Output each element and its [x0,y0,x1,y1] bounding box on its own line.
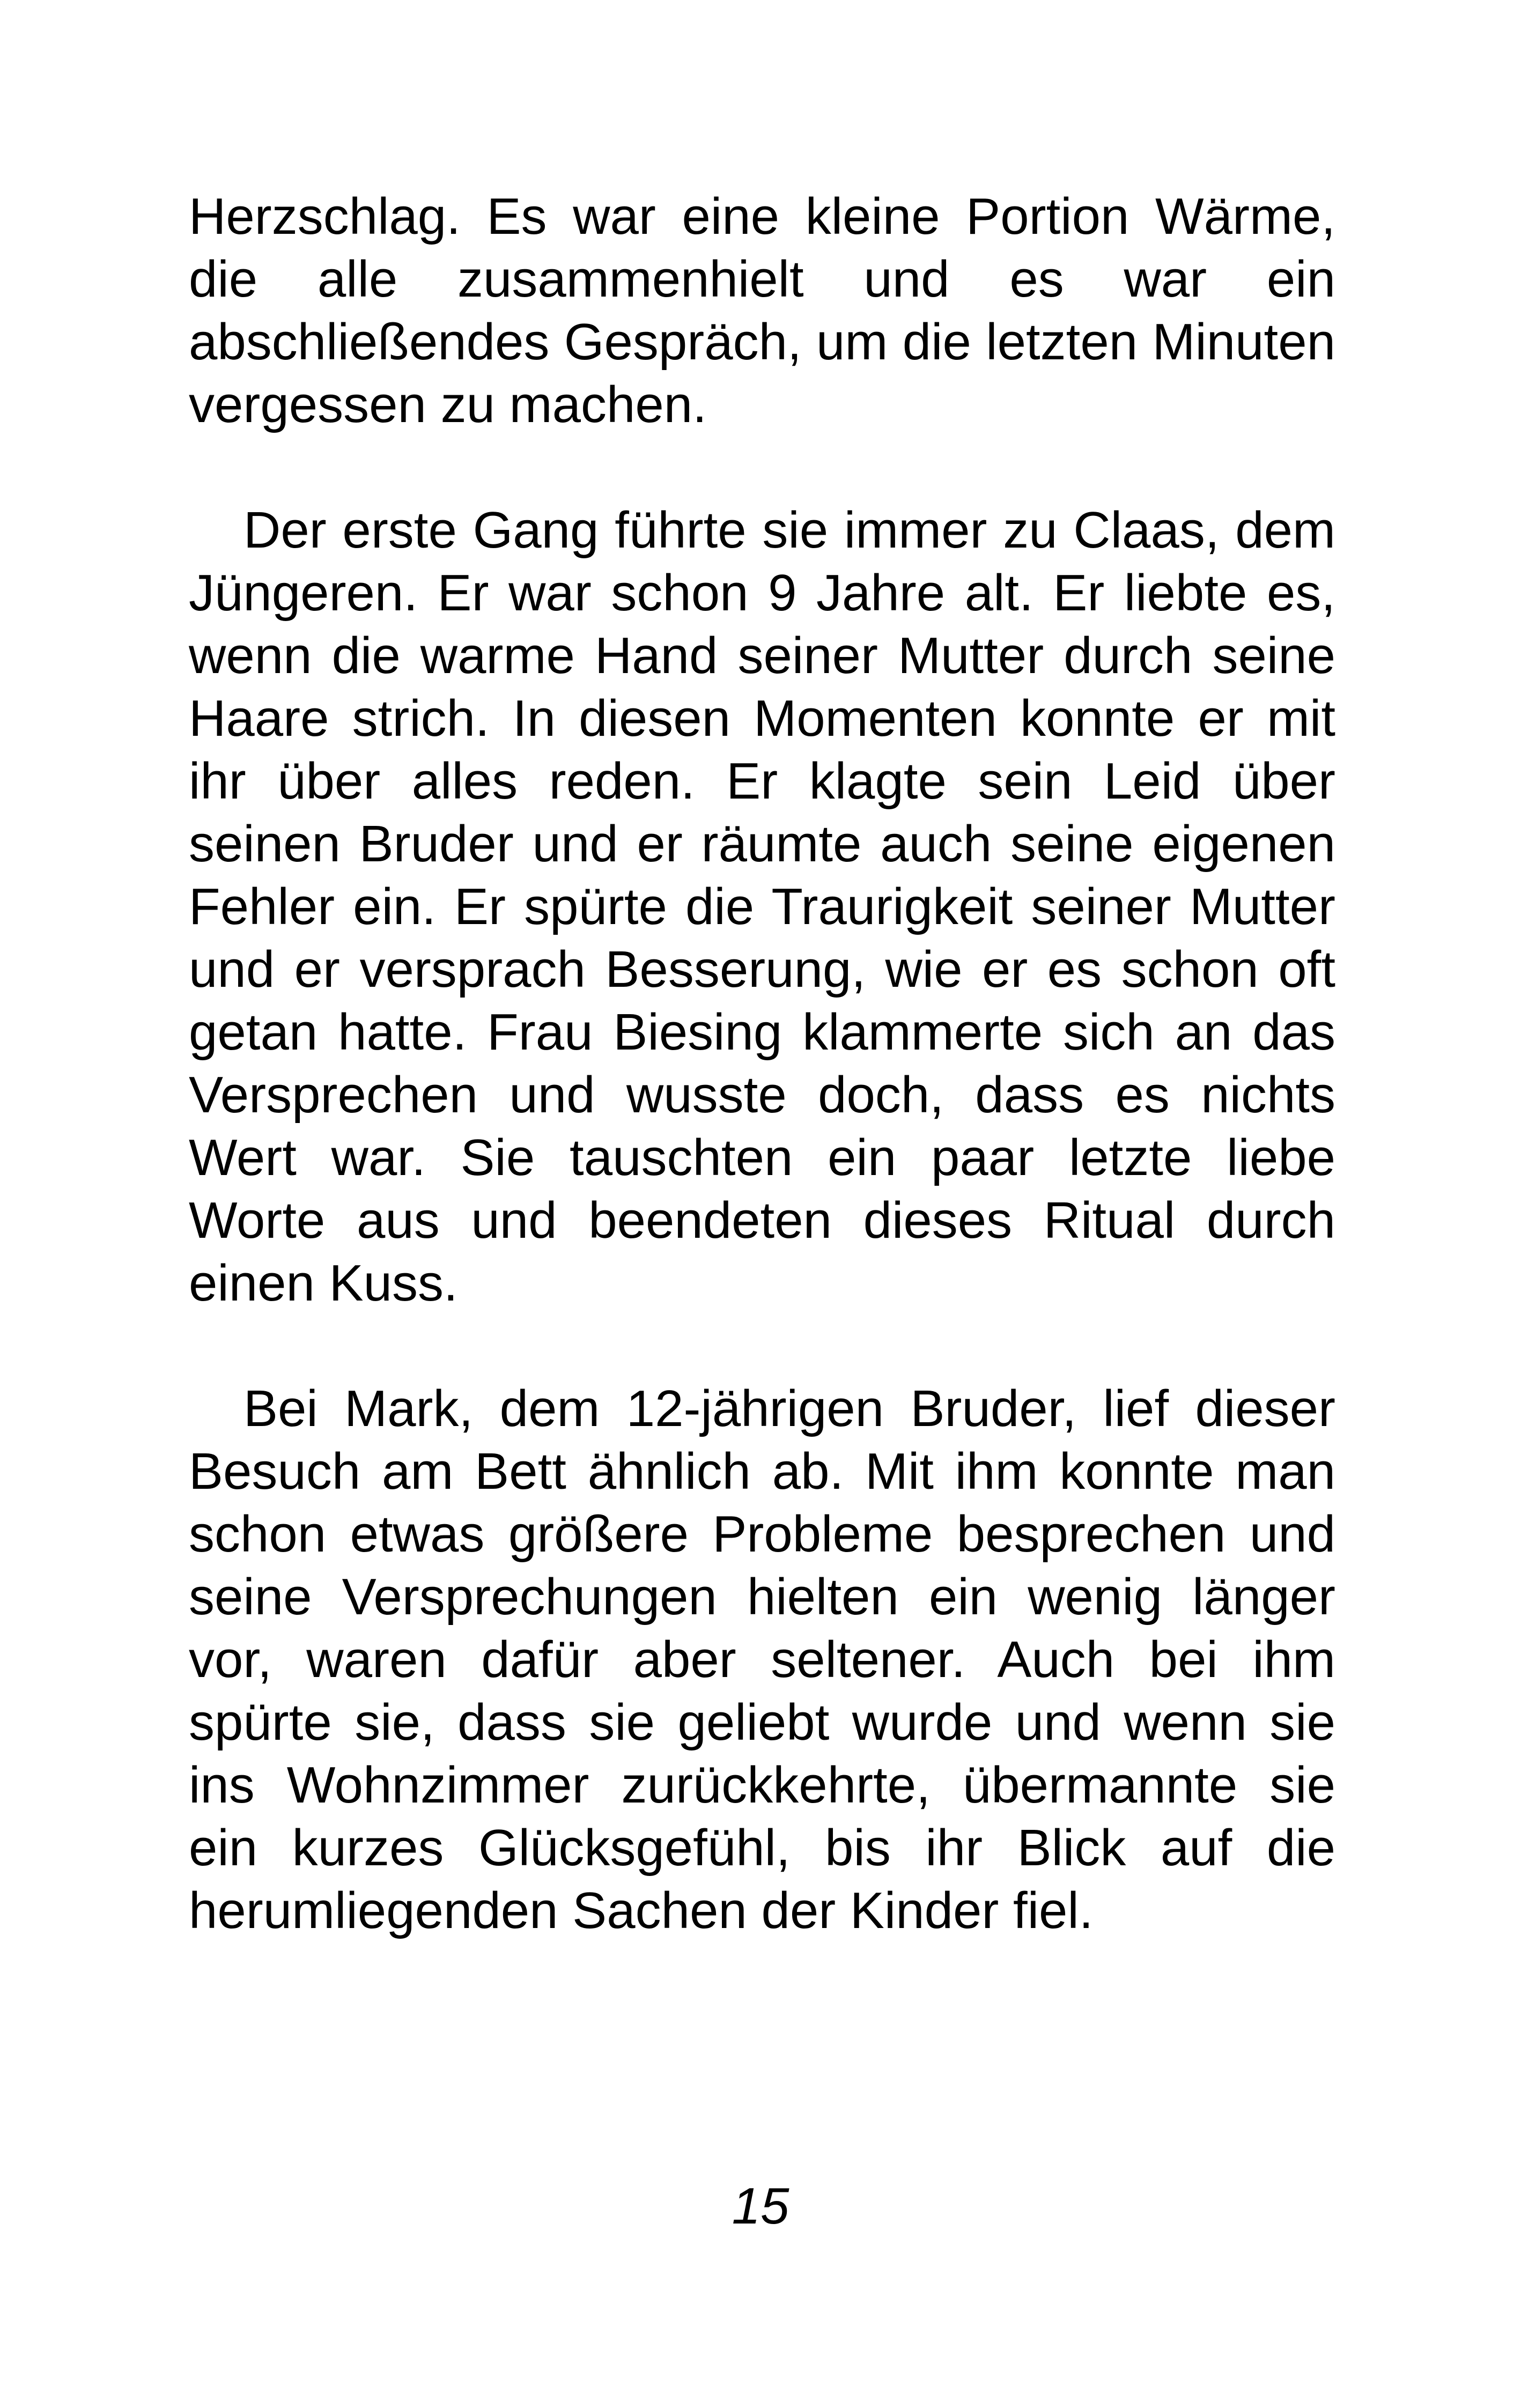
paragraph-mark: Bei Mark, dem 12-jährigen Bruder, lief dieser Besuch am Bett ähnlich ab. Mit ihm konnte man schon etwas größere Probleme besprechen und seine Versprechungen hielten ein wenig länger vor, waren dafür aber seltener. Auch bei ihm spürte sie, dass sie geliebt wurde und wenn sie ins Wohnzimmer zurückkehrte, übermannte sie ein kurzes Glücksgefühl, bis ihr Blick auf die herumliegenden Sachen der Kinder fiel. [189,1380,1335,1939]
paragraph-claas: Der erste Gang führte sie immer zu Claas, dem Jüngeren. Er war schon 9 Jahre alt. Er liebte es, wenn die warme Hand seiner Mutter durch seine Haare strich. In diesen Momenten konnte er mit ihr über alles reden. Er klagte sein Leid über seinen Bruder und er räumte auch seine eigenen Fehler ein. Er spürte die Traurigkeit seiner Mutter und er versprach Besserung, wie er es schon oft getan hatte. Frau Biesing klammerte sich an das Versprechen und wusste doch, dass es nichts Wert war. Sie tauschten ein paar letzte liebe Worte aus und beendeten dieses Ritual durch einen Kuss. [189,501,1335,1312]
page-number: 15 [732,2177,789,2235]
body-text [189,185,1335,1942]
paragraph-continued: Herzschlag. Es war eine kleine Portion Wärme, die alle zusammenhielt und es war ein abschließendes Gespräch, um die letzten Minuten vergessen zu machen. [189,188,1335,433]
